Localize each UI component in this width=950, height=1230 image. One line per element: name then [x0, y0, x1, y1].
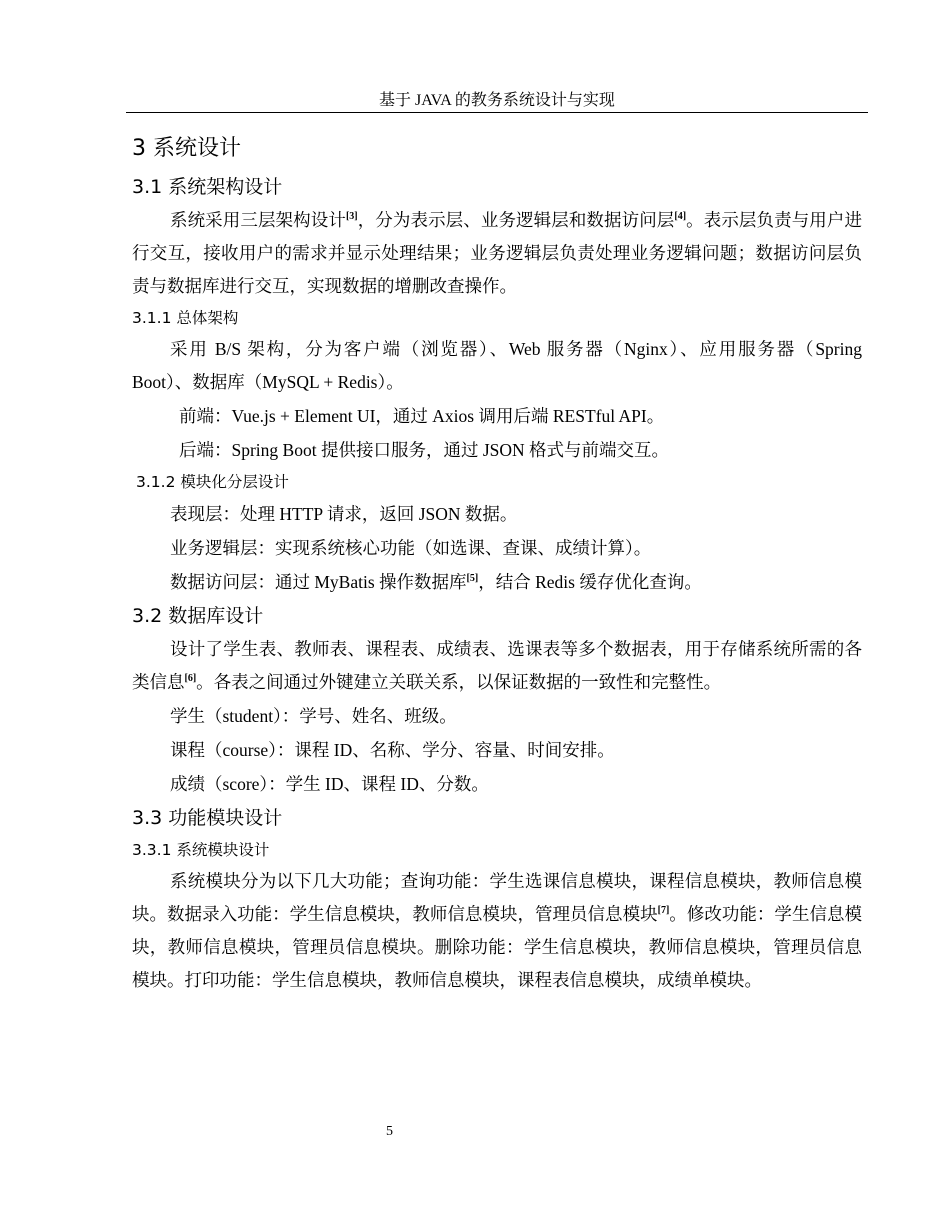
text-run: 。各表之间通过外键建立关联关系，以保证数据的一致性和完整性。	[196, 672, 722, 692]
text-run: 系统采用三层架构设计	[170, 210, 346, 230]
citation-7: [7]	[657, 905, 670, 916]
chapter-heading: 3 系统设计	[132, 136, 241, 161]
paragraph-system-modules	[132, 865, 862, 997]
paragraph-overall-architecture: 采用 B/S 架构，分为客户端（浏览器）、Web 服务器（Nginx）、应用服务器（Spring Boot）、数据库（MySQL + Redis）。	[132, 339, 862, 392]
running-header: 基于 JAVA 的教务系统设计与实现	[379, 92, 615, 109]
presentation-layer-line: 表现层：处理 HTTP 请求，返回 JSON 数据。	[170, 504, 518, 524]
paragraph-architecture	[132, 204, 862, 303]
page-body	[132, 128, 862, 997]
citation-5: [5]	[466, 573, 479, 584]
data-access-layer-line	[132, 565, 862, 599]
business-layer-line: 业务逻辑层：实现系统核心功能（如选课、查课、成绩计算）。	[170, 538, 652, 558]
section-heading-3-2: 3.2 数据库设计	[132, 605, 264, 627]
text-run: 。修改功能：学生信息模块，教师信息模块，管理员信息模块。删除功能：学生信息模块，教师信息模块，管理员信息模块。打印功能：学生信息模块，教师信息模块，课程表信息模块，成绩单模块。	[132, 904, 863, 990]
course-table-line: 课程（course）：课程 ID、名称、学分、容量、时间安排。	[170, 740, 615, 760]
page-number: 5	[386, 1124, 393, 1139]
text-run: 系统模块分为以下几大功能；查询功能：学生选课信息模块，课程信息模块，教师信息模块。数据录入功能：学生信息模块，教师信息模块，管理员信息模块	[132, 871, 862, 924]
citation-4: [4]	[674, 211, 687, 222]
subsection-heading-3-3-1: 3.3.1 系统模块设计	[132, 841, 270, 859]
subsection-heading-3-1-1: 3.1.1 总体架构	[132, 309, 239, 327]
citation-3: [3]	[345, 211, 358, 222]
text-run: ，分为表示层、业务逻辑层和数据访问层	[357, 210, 675, 230]
header-rule	[126, 112, 868, 113]
student-table-line: 学生（student）：学号、姓名、班级。	[170, 706, 457, 726]
text-run: ，结合 Redis 缓存优化查询。	[478, 572, 702, 592]
frontend-line: 前端：Vue.js + Element UI，通过 Axios 调用后端 RESTful API。	[179, 406, 665, 426]
section-heading-3-3: 3.3 功能模块设计	[132, 807, 283, 829]
backend-line: 后端：Spring Boot 提供接口服务，通过 JSON 格式与前端交互。	[179, 440, 670, 460]
text-run: 设计了学生表、教师表、课程表、成绩表、选课表等多个数据表，用于存储系统所需的各类信息	[132, 639, 862, 692]
section-heading-3-1: 3.1 系统架构设计	[132, 176, 283, 198]
text-run: 。表示层负责与用户进行交互，接收用户的需求并显示处理结果；业务逻辑层负责处理业务逻辑问题；数据访问层负责与数据库进行交互，实现数据的增删改查操作。	[132, 210, 862, 296]
text-run: 数据访问层：通过 MyBatis 操作数据库	[170, 572, 467, 592]
paragraph-database-design	[132, 633, 862, 699]
subsection-heading-3-1-2: 3.1.2 模块化分层设计	[136, 473, 289, 491]
score-table-line: 成绩（score）：学生 ID、课程 ID、分数。	[170, 774, 489, 794]
citation-6: [6]	[184, 673, 197, 684]
